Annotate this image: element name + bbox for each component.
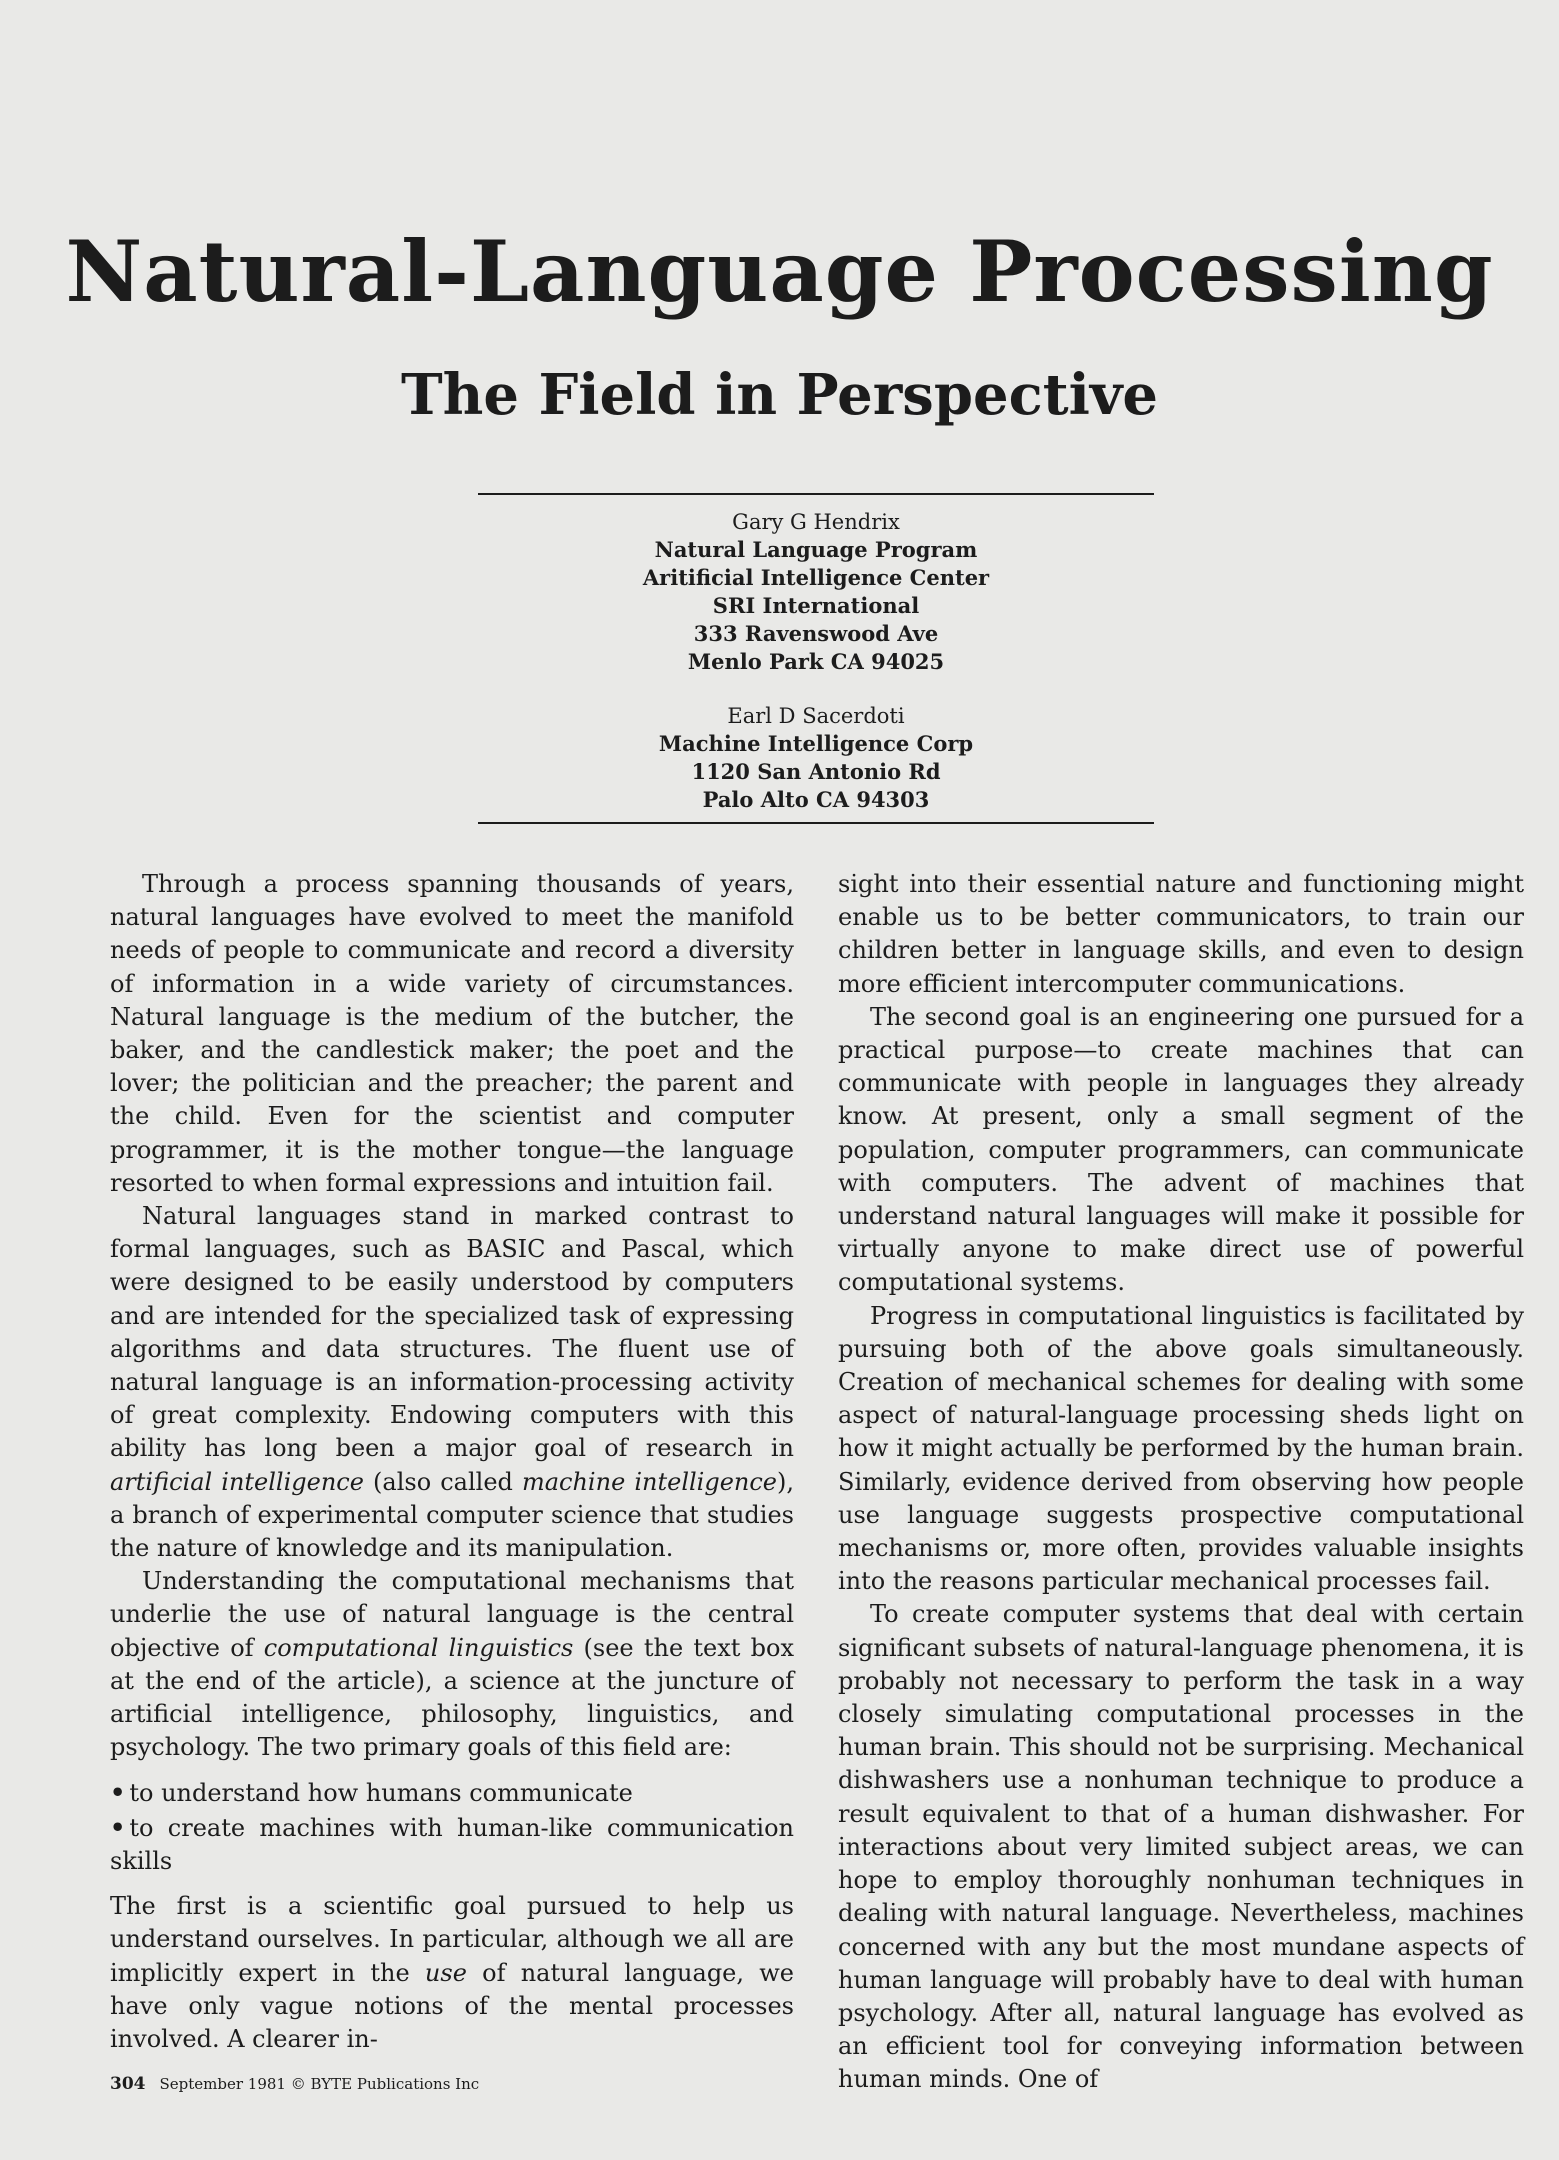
bottom-rule: [478, 822, 1154, 824]
page-footer: [110, 2074, 479, 2094]
bullet-icon: •: [110, 1778, 126, 1808]
paragraph: Understanding the computational mechanisms that underlie the use of natural language is the central objective of computational linguistics (see the text box at the end of the article), a science at the juncture of artificial intelligence, philosophy, linguistics, and psychology. The two primary goals of this field are:: [110, 1567, 794, 1762]
author-affiliation-line: Natural Language Program: [654, 537, 978, 562]
author-affiliation-line: SRI International: [712, 593, 920, 618]
paragraph: To create computer systems that deal with certain significant subsets of natural-language phenomena, it is probably not necessary to perform the task in a way closely simulating computational processes in the human brain. This should not be surprising. Mechanical dishwashers use a nonhuman technique to produce a result equivalent to that of a human dishwasher. For interactions about very limited subject areas, we can hope to employ thoroughly nonhuman techniques in dealing with natural language. Nevertheless, machines concerned with any but the most mundane aspects of human language will probably have to deal with human psychology. After all, natural language has evolved as an efficient tool for conveying information between human minds. One of: [838, 1600, 1524, 2094]
goal-list: [110, 1776, 794, 1878]
footer-credit: September 1981 © BYTE Publications Inc: [159, 2075, 480, 2093]
bullet-icon: •: [110, 1812, 126, 1842]
author-affiliation-line: Palo Alto CA 94303: [702, 787, 930, 812]
left-column: [110, 868, 794, 2056]
list-item: • to understand how humans communicate: [110, 1778, 633, 1808]
author-affiliation-line: 333 Ravenswood Ave: [693, 621, 939, 646]
article-subtitle: The Field in Perspective: [400, 362, 1159, 428]
author-affiliation-line: 1120 San Antonio Rd: [691, 759, 941, 784]
paragraph: Natural languages stand in marked contrast to formal languages, such as BASIC and Pascal, which were designed to be easily understood by computers and are intended for the specialized task of expressing algorithms and data structures. The fluent use of natural language is an information-processing activity of great complexity. Endowing computers with this ability has long been a major goal of research in artificial intelligence (also called machine intelligence), a branch of experimental computer science that studies the nature of knowledge and its manipulation.: [110, 1202, 795, 1563]
paragraph: Through a process spanning thousands of years, natural languages have evolved to meet the manifold needs of people to communicate and record a diversity of information in a wide variety of circumstances. Natural language is the medium of the butcher, the baker, and the candlestick maker; the poet and the lover; the politician and the preacher; the parent and the child. Even for the scientist and computer programmer, it is the mother tongue—the language resorted to when formal expressions and intuition fail.: [110, 870, 794, 1197]
author-block-1: [478, 508, 1154, 676]
author-affiliation-line: Aritificial Intelligence Center: [642, 565, 990, 590]
top-rule: [478, 493, 1154, 495]
paragraph: sight into their essential nature and functioning might enable us to be better communicators, to train our children better in language skills, and even to design more efficient intercomputer communications.: [838, 870, 1524, 998]
list-item: • to create machines with human-like communication skills: [110, 1812, 794, 1875]
author-affiliation-line: Menlo Park CA 94025: [687, 649, 945, 674]
page-number: 304: [110, 2074, 146, 2094]
paragraph: The second goal is an engineering one pursued for a practical purpose—to create machines that can communicate with people in languages they already know. At present, only a small segment of the population, computer programmers, can communicate with computers. The advent of machines that understand natural languages will make it possible for virtually anyone to make direct use of powerful computational systems.: [838, 1002, 1524, 1297]
author-block-2: [478, 702, 1154, 814]
paragraph: Progress in computational linguistics is facilitated by pursuing both of the above goals simultaneously. Creation of mechanical schemes for dealing with some aspect of natural-language processing sheds light on how it might actually be performed by the human brain. Similarly, evidence derived from observing how people use language suggests prospective computational mechanisms or, more often, provides valuable insights into the reasons particular mechanical processes fail.: [838, 1301, 1524, 1596]
author-name: Gary G Hendrix: [732, 510, 900, 534]
paragraph: The first is a scientific goal pursued to help us understand ourselves. In particular, although we all are implicitly expert in the use of natural language, we have only vague notions of the mental processes involved. A clearer in-: [110, 1892, 794, 2053]
author-affiliation-line: Machine Intelligence Corp: [658, 731, 974, 756]
right-column: [838, 868, 1524, 2097]
article-title: Natural-Language Processing: [65, 222, 1494, 321]
author-name: Earl D Sacerdoti: [727, 704, 905, 728]
